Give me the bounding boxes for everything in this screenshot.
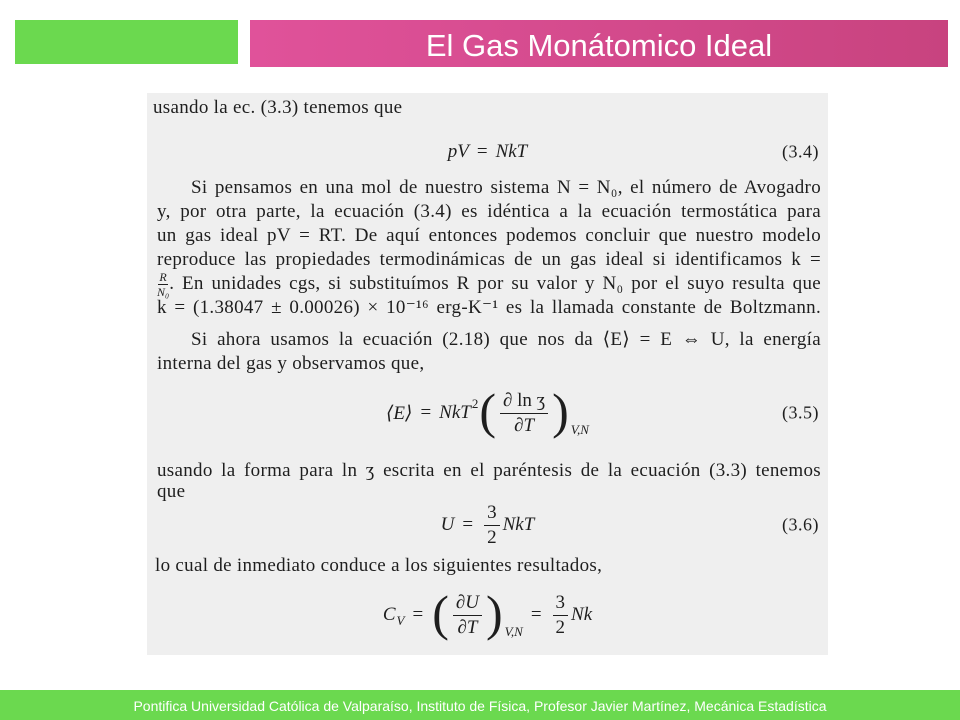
scan-line: k = (1.38047 ± 0.00026) × 10⁻¹⁶ erg-K⁻¹ es la llamada constante de Boltzmann. (157, 297, 821, 318)
equation-fraction (484, 502, 500, 549)
equation-lhs: C (382, 604, 396, 625)
fraction-numerator: 3 (553, 592, 569, 616)
equation-equals: = (530, 604, 542, 625)
scan-line: Si ahora usamos la ecuación (2.18) que nos da ⟨E⟩ = E ⇔ U, la energía (191, 329, 821, 350)
fraction-numerator: R (159, 270, 167, 285)
scanned-page (147, 93, 828, 655)
fraction-denominator: 2 (487, 526, 497, 548)
equation-rhs: NkT (502, 514, 535, 535)
right-parenthesis: ) (485, 585, 503, 641)
equation-equals: = (412, 604, 424, 625)
equation-rhs: Nk (571, 604, 593, 625)
equation-fraction (453, 592, 482, 639)
scan-line: reproduce las propiedades termodinámicas de un gas ideal si identificamos k = (157, 249, 821, 270)
equation-equals: = (462, 514, 474, 535)
equation-lhs: U (440, 514, 455, 535)
equation-heat-capacity (147, 585, 828, 645)
fraction-denominator: N₀ (157, 285, 170, 300)
equation-equals: = (476, 141, 488, 162)
scan-line: un gas ideal pV = RT. De aquí entonces podemos concluir que nuestro modelo (157, 225, 821, 246)
equation-rhs: NkT (495, 141, 528, 162)
left-parenthesis: ( (432, 585, 449, 641)
equation-lhs: pV (447, 141, 469, 162)
equation-subscript: V,N (504, 624, 523, 639)
scan-line: interna del gas y observamos que, (157, 353, 425, 374)
slide-title: El Gas Monátomico Ideal (425, 28, 773, 63)
equation-equals: = (420, 402, 432, 423)
fraction-denominator: ∂T (457, 616, 478, 638)
fraction-denominator: ∂T (514, 414, 535, 436)
equation-subscript: V,N (570, 422, 589, 437)
equation-lhs: ⟨E⟩ (386, 402, 413, 424)
right-parenthesis: ) (552, 383, 569, 439)
inline-fraction (157, 271, 169, 298)
equation-lhs-subscript: V (396, 613, 405, 628)
equation-number: (3.5) (782, 402, 819, 423)
scan-line: que (157, 481, 186, 502)
fraction-numerator: 3 (484, 502, 500, 526)
scan-line: Si pensamos en una mol de nuestro sistema N = N₀, el número de Avogadro (191, 177, 821, 198)
scan-line: y, por otra parte, la ecuación (3.4) es idéntica a la ecuación termostática para (157, 201, 821, 222)
scan-line: usando la ec. (3.3) tenemos que (153, 97, 403, 118)
equation-3-4 (147, 138, 828, 166)
fraction-numerator: ∂ ln ʒ (500, 390, 548, 414)
equation-rhs: NkT (439, 402, 471, 423)
scan-line (157, 270, 821, 298)
title-bar (250, 20, 948, 67)
scan-line: lo cual de inmediato conduce a los siguientes resultados, (155, 555, 603, 576)
equation-fraction (553, 592, 569, 639)
footer-credits: Pontifica Universidad Católica de Valparaíso, Instituto de Física, Profesor Javier Martínez, Mecánica Estadística (133, 698, 827, 714)
scan-line-text: . En unidades cgs, si substituímos R por su valor y N₀ por el suyo resulta que (169, 273, 821, 294)
fraction-denominator: 2 (555, 616, 566, 638)
equation-3-5 (147, 381, 828, 445)
equation-3-6 (147, 500, 828, 550)
accent-green-block (15, 20, 238, 64)
footer-bar (0, 690, 960, 720)
equation-number: (3.6) (782, 514, 819, 535)
left-parenthesis: ( (479, 383, 497, 439)
equation-superscript: 2 (471, 396, 479, 411)
equation-number: (3.4) (782, 141, 819, 162)
scan-line: usando la forma para ln ʒ escrita en el paréntesis de la ecuación (3.3) tenemos (157, 460, 821, 481)
fraction-numerator: ∂U (453, 592, 482, 616)
equation-fraction (500, 390, 548, 437)
